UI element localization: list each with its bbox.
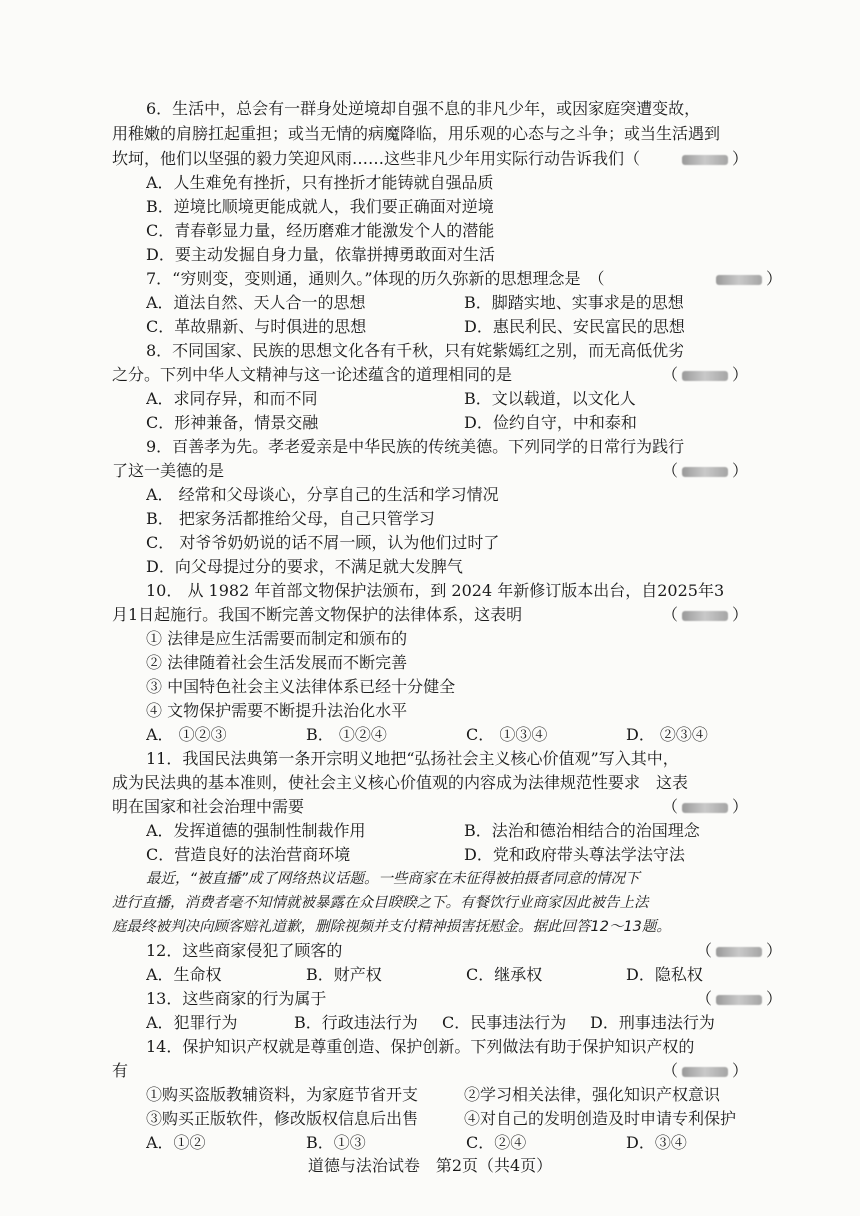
q7-option-c: C．革故鼎新、与时俱进的思想 [146,317,367,336]
q8-option-a: A．求同存异，和而不同 [146,389,318,408]
q9-stem-text: 了这一美德的是 [112,461,225,480]
answer-blank [682,611,728,621]
q6-stem-line-2: 用稚嫩的肩膀扛起重担；或当无情的病魔降临，用乐观的心态与之斗争；或当生活遇到 [112,124,721,143]
q14-stem-line-1: 14．保护知识产权就是尊重创造、保护创新。下列做法有助于保护知识产权的 [146,1037,695,1056]
page-footer: 道德与法治试卷 第2页（共4页） [307,1156,553,1175]
q12-option-c: C．继承权 [466,965,543,984]
answer-bracket-open: （ [661,1061,678,1080]
q6-stem-line-1: 6．生活中，总会有一群身处逆境却自强不息的非凡少年，或因家庭突遭变故， [146,99,701,118]
q10-options-row [146,724,782,746]
q7-option-a: A．道法自然、天人合一的思想 [146,293,366,312]
q10-stem-text: 月1日起施行。我国不断完善文物保护的法律体系，这表明 [112,605,523,624]
answer-blank [716,995,762,1005]
q7-options-row-1 [146,292,782,314]
q9-option-c: C． 对爷爷奶奶说的话不屑一顾，认为他们过时了 [146,533,500,552]
answer-blank [682,371,728,381]
q10-item-4: ④ 文物保护需要不断提升法治化水平 [146,701,408,720]
answer-bracket-close: ） [765,989,782,1008]
answer-bracket-close: ） [731,605,748,624]
q6-option-c: C．青春彰显力量，经历磨难才能激发个人的潜能 [146,221,495,240]
answer-bracket: ） [765,269,782,288]
q14-item-1: ①购买盗版教辅资料，为家庭节省开支 [146,1085,419,1104]
q6-stem-text: 坎坷，他们以坚强的毅力笑迎风雨……这些非凡少年用实际行动告诉我们（ [112,149,641,168]
q12-option-d: D．隐私权 [626,965,703,984]
q10-stem-line-2 [112,604,748,626]
q11-options-row-2 [146,844,782,866]
q11-option-a: A．发挥道德的强制性制裁作用 [146,821,366,840]
q11-options-row-1 [146,820,782,842]
q10-stem-line-1: 10． 从 1982 年首部文物保护法颁布，到 2024 年新修订版本出台，自2025年3 [146,581,725,600]
answer-bracket-open: （ [661,797,678,816]
answer-blank [716,947,762,957]
q8-stem-text: 之分。下列中华人文精神与这一论述蕴含的道理相同的是 [112,365,513,384]
answer-bracket: ） [731,149,748,168]
q9-option-b: B． 把家务活都推给父母，自己只管学习 [146,509,435,528]
answer-blank [682,155,728,165]
q11-stem-line-3 [112,796,748,818]
q10-option-d: D． ②③④ [626,725,708,744]
q8-options-row-1 [146,388,782,410]
q11-stem-line-1: 11．我国民法典第一条开宗明义地把“弘扬社会主义核心价值观”写入其中， [146,749,679,768]
q14-option-c: C．②④ [466,1133,527,1152]
q12-options-row [146,964,782,986]
q8-stem-line-1: 8．不同国家、民族的思想文化各有千秋，只有姹紫嫣红之别，而无高低优劣 [146,341,685,360]
q14-stem-text: 有 [112,1061,129,1080]
q8-option-b: B．文以载道，以文化人 [464,389,636,408]
answer-bracket-close: ） [765,941,782,960]
q12-stem-line [146,940,782,962]
q10-item-3: ③ 中国特色社会主义法律体系已经十分健全 [146,677,456,696]
answer-bracket-close: ） [731,797,748,816]
q7-stem-text: 7．“穷则变，变则通，通则久。”体现的历久弥新的思想理念是 （ [146,269,605,288]
q14-items-row-2 [146,1108,748,1130]
q8-options-row-2 [146,412,782,434]
q14-item-4: ④对自己的发明创造及时申请专利保护 [464,1109,737,1128]
q8-stem-line-2 [112,364,748,386]
q7-stem-line [146,268,782,290]
q10-item-1: ① 法律是应生活需要而制定和颁布的 [146,629,408,648]
q10-option-a: A． ①②③ [146,725,227,744]
q12-stem-text: 12．这些商家侵犯了顾客的 [146,941,343,960]
q8-option-c: C．形神兼备，情景交融 [146,413,319,432]
q14-option-d: D．③④ [626,1133,687,1152]
answer-bracket-open: （ [661,605,678,624]
q9-stem-line-1: 9．百善孝为先。孝老爱亲是中华民族的传统美德。下列同学的日常行为践行 [146,437,685,456]
q13-stem-line [146,988,782,1010]
answer-blank [682,803,728,813]
q7-options-row-2 [146,316,782,338]
q13-stem-text: 13．这些商家的行为属于 [146,989,327,1008]
q11-option-d: D．党和政府带头尊法学法守法 [464,845,685,864]
q12-option-a: A．生命权 [146,965,222,984]
q11-stem-line-2: 成为民法典的基本准则，使社会主义核心价值观的内容成为法律规范性要求 这表 [112,773,689,792]
answer-bracket-open: （ [695,941,712,960]
q9-option-a: A． 经常和父母谈心，分享自己的生活和学习情况 [146,485,499,504]
q14-stem-line-2 [112,1060,748,1082]
q11-stem-text: 明在国家和社会治理中需要 [112,797,305,816]
answer-bracket-close: ） [731,1061,748,1080]
q11-option-b: B．法治和德治相结合的治国理念 [464,821,700,840]
material-line-1: 最近，“被直播”成了网络热议话题。一些商家在未征得被拍摄者同意的情况下 [146,871,640,887]
material-line-3: 庭最终被判决向顾客赔礼道歉，删除视频并支付精神损害抚慰金。据此回答12～13题。 [112,919,671,935]
q14-options-row [146,1132,782,1154]
q6-option-a: A．人生难免有挫折，只有挫折才能铸就自强品质 [146,173,494,192]
q6-option-d: D．要主动发掘自身力量，依靠拼搏勇敢面对生活 [146,245,495,264]
q10-option-c: C． ①③④ [466,725,548,744]
answer-bracket-open: （ [695,989,712,1008]
q10-option-b: B． ①②④ [306,725,387,744]
q14-items-row-1 [146,1084,748,1106]
material-line-2: 进行直播，消费者毫不知情就被暴露在众目睽睽之下。有餐饮行业商家因此被告上法 [112,895,649,911]
q14-option-b: B．①③ [306,1133,366,1152]
q7-option-d: D．惠民利民、安民富民的思想 [464,317,685,336]
answer-blank [682,1067,728,1077]
q7-option-b: B．脚踏实地、实事求是的思想 [464,293,684,312]
q14-item-2: ②学习相关法律，强化知识产权意识 [464,1085,721,1104]
answer-bracket-open: （ [661,461,678,480]
q14-item-3: ③购买正版软件，修改版权信息后出售 [146,1109,419,1128]
q6-stem-line-3 [112,148,748,170]
q14-option-a: A．①② [146,1133,206,1152]
q9-option-d: D．向父母提过分的要求，不满足就大发脾气 [146,557,463,576]
q12-option-b: B．财产权 [306,965,382,984]
answer-bracket-open: （ [661,365,678,384]
q6-option-b: B．逆境比顺境更能成就人，我们要正确面对逆境 [146,197,494,216]
q11-option-c: C．营造良好的法治营商环境 [146,845,351,864]
q13-options-row [146,1012,748,1034]
answer-bracket-close: ） [731,461,748,480]
answer-bracket-close: ） [731,365,748,384]
q13-option-c: C．民事违法行为 [442,1013,567,1032]
q13-option-d: D．刑事违法行为 [590,1013,715,1032]
answer-blank [716,275,762,285]
q13-option-b: B．行政违法行为 [294,1013,418,1032]
q13-option-a: A．犯罪行为 [146,1013,238,1032]
q9-stem-line-2 [112,460,748,482]
q8-option-d: D．俭约自守，中和泰和 [464,413,637,432]
answer-blank [682,467,728,477]
q10-item-2: ② 法律随着社会生活发展而不断完善 [146,653,408,672]
